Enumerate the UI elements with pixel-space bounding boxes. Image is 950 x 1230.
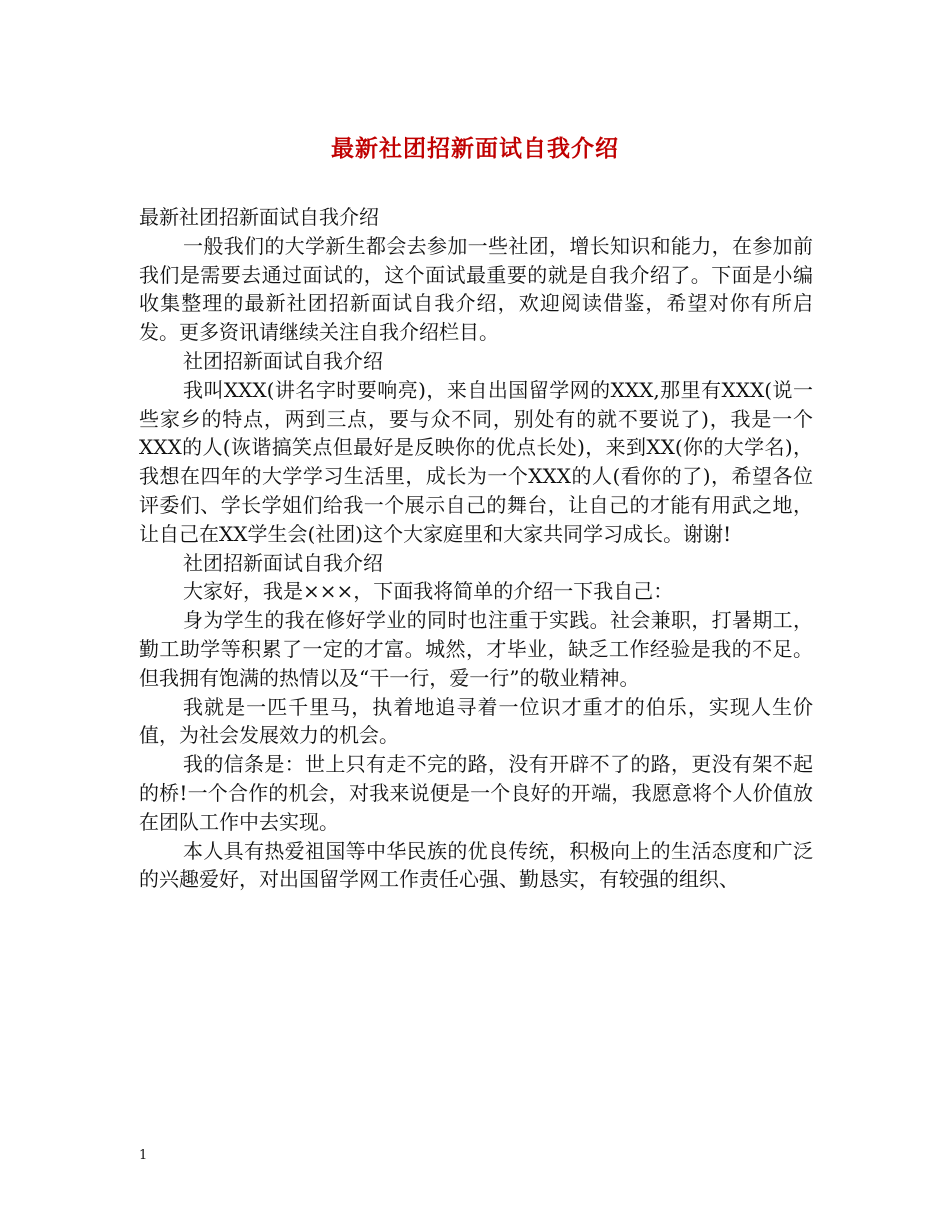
paragraph-practice: 身为学生的我在修好学业的同时也注重于实践。社会兼职，打暑期工，勤工助学等积累了一定的才富。城然，才毕业，缺乏工作经验是我的不足。但我拥有饱满的热情以及“干一行，爱一行”的敬业精神。 xyxy=(139,608,813,690)
paragraph-intro: 一般我们的大学新生都会去参加一些社团，增长知识和能力，在参加前我们是需要去通过面试的，这个面试最重要的就是自我介绍了。下面是小编收集整理的最新社团招新面试自我介绍，欢迎阅读借鉴，希望对你有所启发。更多资讯请继续关注自我介绍栏目。 xyxy=(139,233,813,345)
paragraph-heading: 最新社团招新面试自我介绍 xyxy=(139,205,379,229)
document-body xyxy=(139,203,813,894)
page-title: 最新社团招新面试自我介绍 xyxy=(331,135,619,162)
page-number: 1 xyxy=(139,1148,148,1163)
paragraph-ambition: 我就是一匹千里马，执着地追寻着一位识才重才的伯乐，实现人生价值，为社会发展效力的机会。 xyxy=(139,694,813,748)
section-heading-2: 社团招新面试自我介绍 xyxy=(183,550,383,575)
paragraph-motto: 我的信条是：世上只有走不完的路，没有开辟不了的路，更没有架不起的桥!一个合作的机会，对我来说便是一个良好的开端，我愿意将个人价值放在团队工作中去实现。 xyxy=(139,752,813,834)
paragraph-qualities: 本人具有热爱祖国等中华民族的优良传统，积极向上的生活态度和广泛的兴趣爱好，对出国留学网工作责任心强、勤恳实，有较强的组织、 xyxy=(139,838,813,892)
paragraph-sample-1: 我叫XXX(讲名字时要响亮)，来自出国留学网的XXX,那里有XXX(说一些家乡的特点，两到三点，要与众不同，别处有的就不要说了)，我是一个XXX的人(诙谐搞笑点但最好是反映你的优点长处)，来到XX(你的大学名)，我想在四年的大学学习生活里，成长为一个XXX的人(看你的了)，希望各位评委们、学长学姐们给我一个展示自己的舞台，让自己的才能有用武之地，让自己在XX学生会(社团)这个大家庭里和大家共同学习成长。谢谢! xyxy=(139,377,813,546)
paragraph-greeting: 大家好，我是×××，下面我将简单的介绍一下我自己： xyxy=(183,579,674,604)
section-heading-1: 社团招新面试自我介绍 xyxy=(183,348,383,373)
